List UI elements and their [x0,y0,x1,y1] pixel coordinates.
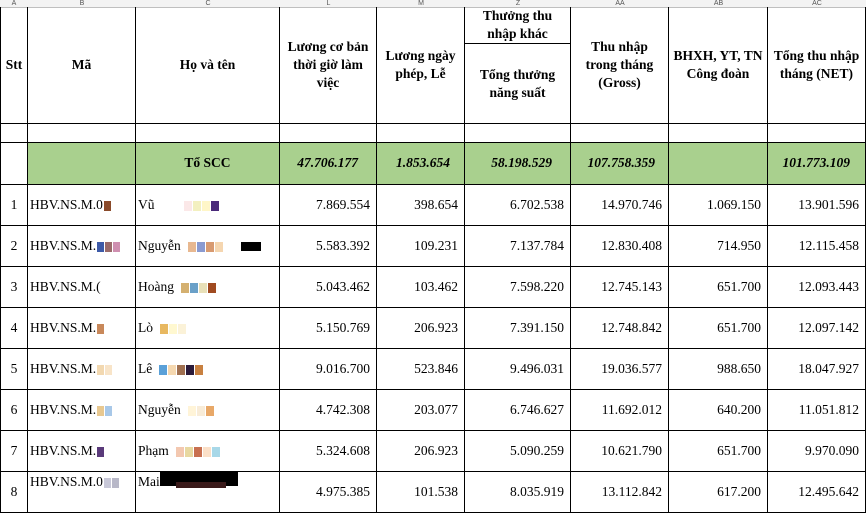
net-cell[interactable] [768,349,866,390]
luong-co-ban-cell-text: 9.016.700 [316,361,370,376]
net-cell[interactable] [768,308,866,349]
net-cell[interactable] [768,226,866,267]
ho-ten-cell-text: Lê [138,361,153,376]
ho-ten-cell-text: Phạm [138,443,169,458]
net-cell[interactable] [768,472,866,513]
gross-cell-text: 11.692.012 [601,402,662,417]
luong-ngay-phep-cell-text: 523.846 [414,361,458,376]
gross-cell-text: 19.036.577 [601,361,662,376]
ho-ten-cell[interactable] [136,185,280,226]
ho-ten-cell-text: Nguyễn [138,238,181,253]
luong-ngay-phep-cell-text: 109.231 [414,238,458,253]
ma-cell-text: HBV.NS.M. [30,238,97,253]
stt-cell[interactable] [0,431,28,472]
column-letter-aa[interactable]: AA [571,0,669,8]
luong-ngay-phep-cell[interactable] [377,390,465,431]
ma-cell-text: HBV.NS.M. [30,361,97,376]
redaction-block [105,406,112,416]
spacer-cell[interactable] [571,124,669,143]
bhxh-cell[interactable] [669,267,768,308]
spacer-cell[interactable] [280,124,377,143]
luong-co-ban-cell[interactable] [280,431,377,472]
group-luong-co-ban[interactable]: 47.706.177 [280,143,377,185]
redaction-block [212,447,220,457]
redaction-block [215,242,223,252]
group-stt-cell[interactable] [0,143,28,185]
stt-cell-text: 4 [10,320,18,335]
column-letter-c[interactable]: C [136,0,280,8]
bhxh-cell-text: 651.700 [717,443,761,458]
redaction-block [104,201,111,211]
ma-cell[interactable] [28,472,136,513]
net-cell-text: 12.093.443 [798,279,859,294]
tong-thuong-cell-text: 7.598.220 [510,279,564,294]
luong-co-ban-cell-text: 5.043.462 [316,279,370,294]
column-letter-m[interactable]: M [377,0,465,8]
bhxh-cell-text: 651.700 [717,320,761,335]
ma-cell[interactable] [28,226,136,267]
spacer-cell[interactable] [136,124,280,143]
ho-ten-cell[interactable] [136,349,280,390]
redaction-block [206,406,214,416]
gross-cell[interactable] [571,226,669,267]
group-luong-ngay-phep[interactable]: 1.853.654 [377,143,465,185]
net-cell-text: 13.901.596 [798,197,859,212]
spacer-cell[interactable] [0,124,28,143]
group-ma-cell[interactable] [28,143,136,185]
redaction-block [211,201,219,211]
redaction-block [197,242,205,252]
bhxh-cell-text: 617.200 [717,484,761,499]
redaction-block [206,242,214,252]
header-tong-net: Tổng thu nhập tháng (NET) [768,7,866,124]
stt-cell-text: 2 [10,238,18,253]
group-label[interactable]: Tổ SCC [136,143,280,185]
luong-ngay-phep-cell-text: 203.077 [414,402,458,417]
luong-ngay-phep-cell[interactable] [377,267,465,308]
redaction-block [104,478,111,488]
redaction-block [194,447,202,457]
tong-thuong-cell-text: 6.702.538 [510,197,564,212]
ma-cell-text: HBV.NS.M. [30,443,97,458]
bhxh-cell-text: 1.069.150 [707,197,761,212]
tong-thuong-cell[interactable] [465,431,571,472]
luong-co-ban-cell[interactable] [280,308,377,349]
ma-cell[interactable] [28,431,136,472]
luong-co-ban-cell-text: 5.583.392 [316,238,370,253]
redaction-block [197,406,205,416]
redaction-block [97,242,104,252]
stt-cell-text: 5 [10,361,18,376]
net-cell-text: 11.051.812 [798,402,859,417]
luong-ngay-phep-cell-text: 103.462 [414,279,458,294]
stt-cell[interactable] [0,390,28,431]
bhxh-cell[interactable] [669,349,768,390]
redaction-block [188,242,196,252]
bhxh-cell-text: 651.700 [717,279,761,294]
redaction-block [181,283,189,293]
ho-ten-cell[interactable] [136,431,280,472]
luong-ngay-phep-cell-text: 206.923 [414,443,458,458]
ma-cell[interactable] [28,390,136,431]
column-letter-l[interactable]: L [280,0,377,8]
gross-cell-text: 12.830.408 [601,238,662,253]
redaction-block [97,447,104,457]
gross-cell[interactable] [571,472,669,513]
redaction-block [184,201,192,211]
bhxh-cell[interactable] [669,308,768,349]
luong-ngay-phep-cell[interactable] [377,349,465,390]
tong-thuong-cell-text: 6.746.627 [510,402,564,417]
net-cell[interactable] [768,267,866,308]
ho-ten-cell-text: Hoàng [138,279,174,294]
redaction-block [208,283,216,293]
stt-cell-text: 6 [10,402,18,417]
redaction-block [105,365,112,375]
header-luong-co-ban: Lương cơ bản thời giờ làm việc [280,7,377,124]
redaction-block [185,447,193,457]
column-letter-b[interactable]: B [28,0,136,8]
redaction-block [112,478,119,488]
column-letter-a[interactable]: A [0,0,28,8]
gross-cell-text: 10.621.790 [601,443,662,458]
stt-cell[interactable] [0,267,28,308]
bhxh-cell[interactable] [669,431,768,472]
redaction-block [105,242,112,252]
stt-cell-text: 3 [10,279,18,294]
redaction-block [190,283,198,293]
column-letter-ac[interactable]: AC [768,0,866,8]
redaction-block [169,324,177,334]
ho-ten-cell-text: Vũ [138,197,155,212]
group-bhxh[interactable] [669,143,768,185]
redaction-block [97,406,104,416]
bhxh-cell[interactable] [669,185,768,226]
ma-cell[interactable] [28,267,136,308]
stt-cell[interactable] [0,226,28,267]
gross-cell[interactable] [571,185,669,226]
ho-ten-cell[interactable] [136,267,280,308]
net-cell[interactable] [768,431,866,472]
luong-co-ban-cell[interactable] [280,185,377,226]
bhxh-cell-text: 988.650 [717,361,761,376]
header-thu-nhap-gross: Thu nhập trong tháng (Gross) [571,7,669,124]
luong-co-ban-cell-text: 7.869.554 [316,197,370,212]
gross-cell-text: 14.970.746 [601,197,662,212]
net-cell-text: 12.097.142 [798,320,859,335]
ma-cell-text: HBV.NS.M. [30,402,97,417]
redaction-block [159,365,167,375]
luong-ngay-phep-cell[interactable] [377,226,465,267]
ho-ten-cell[interactable] [136,226,280,267]
group-gross[interactable]: 107.758.359 [571,143,669,185]
tong-thuong-cell[interactable] [465,349,571,390]
bhxh-cell-text: 714.950 [717,238,761,253]
ma-cell[interactable] [28,308,136,349]
spacer-cell[interactable] [768,124,866,143]
luong-ngay-phep-cell[interactable] [377,472,465,513]
luong-ngay-phep-cell[interactable] [377,185,465,226]
spacer-cell[interactable] [465,124,571,143]
stt-cell[interactable] [0,308,28,349]
luong-co-ban-cell[interactable] [280,472,377,513]
header-tong-thuong: Tổng thưởng năng suất [465,44,571,124]
luong-co-ban-cell[interactable] [280,390,377,431]
redaction-block [97,324,104,334]
ho-ten-cell[interactable] [136,308,280,349]
stt-cell-text: 1 [10,197,18,212]
tong-thuong-cell[interactable] [465,267,571,308]
gross-cell[interactable] [571,267,669,308]
ho-ten-cell-text: Nguyễn [138,402,181,417]
net-cell-text: 9.970.090 [805,443,859,458]
bhxh-cell[interactable] [669,390,768,431]
stt-cell[interactable] [0,472,28,513]
redaction-block [188,406,196,416]
column-letter-z[interactable]: Z [465,0,571,8]
gross-cell[interactable] [571,390,669,431]
net-cell-text: 18.047.927 [798,361,859,376]
net-cell-text: 12.115.458 [798,238,859,253]
luong-ngay-phep-cell-text: 398.654 [414,197,458,212]
bhxh-cell[interactable] [669,472,768,513]
spacer-cell[interactable] [377,124,465,143]
redaction-block [195,365,203,375]
tong-thuong-cell[interactable] [465,472,571,513]
redaction-block [193,201,201,211]
redaction-block [160,324,168,334]
spacer-cell[interactable] [669,124,768,143]
luong-ngay-phep-cell-text: 206.923 [414,320,458,335]
redaction-block [97,365,104,375]
luong-co-ban-cell-text: 5.150.769 [316,320,370,335]
ma-cell[interactable] [28,349,136,390]
ma-cell-text: HBV.NS.M. [30,320,97,335]
ho-ten-cell-text: Lò [138,320,153,335]
bhxh-cell-text: 640.200 [717,402,761,417]
tong-thuong-cell-text: 7.391.150 [510,320,564,335]
header-bhxh: BHXH, YT, TN Công đoàn [669,7,768,124]
stt-cell[interactable] [0,185,28,226]
ma-cell-text: HBV.NS.M.0 [30,197,103,212]
column-letter-ab[interactable]: AB [669,0,768,8]
tong-thuong-cell-text: 5.090.259 [510,443,564,458]
redaction-block [178,324,186,334]
ho-ten-cell-text: Mai [138,474,160,489]
redaction-block [202,201,210,211]
header-ma: Mã [28,7,136,124]
luong-co-ban-cell[interactable] [280,226,377,267]
redaction-bar [176,482,226,488]
group-tong-thuong[interactable]: 58.198.529 [465,143,571,185]
luong-ngay-phep-cell-text: 101.538 [414,484,458,499]
net-cell-text: 12.495.642 [798,484,859,499]
spacer-cell[interactable] [28,124,136,143]
header-luong-ngay-phep: Lương ngày phép, Lễ [377,7,465,124]
header-thuong-group: Thưởng thu nhập khác [465,7,571,44]
luong-ngay-phep-cell[interactable] [377,308,465,349]
ma-cell-text: HBV.NS.M.0 [30,474,103,489]
luong-co-ban-cell-text: 4.975.385 [316,484,370,499]
stt-cell-text: 8 [10,484,18,499]
header-stt: Stt [0,7,28,124]
gross-cell[interactable] [571,349,669,390]
header-ho-ten: Họ và tên [136,7,280,124]
net-cell[interactable] [768,185,866,226]
ma-cell-text: HBV.NS.M.( [30,279,101,294]
tong-thuong-cell-text: 7.137.784 [510,238,564,253]
tong-thuong-cell-text: 8.035.919 [510,484,564,499]
gross-cell-text: 12.748.842 [601,320,662,335]
luong-co-ban-cell-text: 4.742.308 [316,402,370,417]
redaction-block [168,365,176,375]
gross-cell-text: 12.745.143 [601,279,662,294]
redaction-block [203,447,211,457]
tong-thuong-cell[interactable] [465,226,571,267]
luong-co-ban-cell[interactable] [280,349,377,390]
redaction-block [177,365,185,375]
redaction-block [176,447,184,457]
gross-cell[interactable] [571,308,669,349]
tong-thuong-cell[interactable] [465,308,571,349]
stt-cell-text: 7 [10,443,18,458]
bhxh-cell[interactable] [669,226,768,267]
ho-ten-cell[interactable] [136,390,280,431]
redaction-block [199,283,207,293]
group-net[interactable]: 101.773.109 [768,143,866,185]
redaction-block [113,242,120,252]
tong-thuong-cell[interactable] [465,390,571,431]
net-cell[interactable] [768,390,866,431]
gross-cell-text: 13.112.842 [601,484,662,499]
tong-thuong-cell-text: 9.496.031 [510,361,564,376]
redaction-block [186,365,194,375]
luong-ngay-phep-cell[interactable] [377,431,465,472]
luong-co-ban-cell-text: 5.324.608 [316,443,370,458]
luong-co-ban-cell[interactable] [280,267,377,308]
stt-cell[interactable] [0,349,28,390]
tong-thuong-cell[interactable] [465,185,571,226]
ma-cell[interactable] [28,185,136,226]
gross-cell[interactable] [571,431,669,472]
redaction-bar [241,242,261,251]
